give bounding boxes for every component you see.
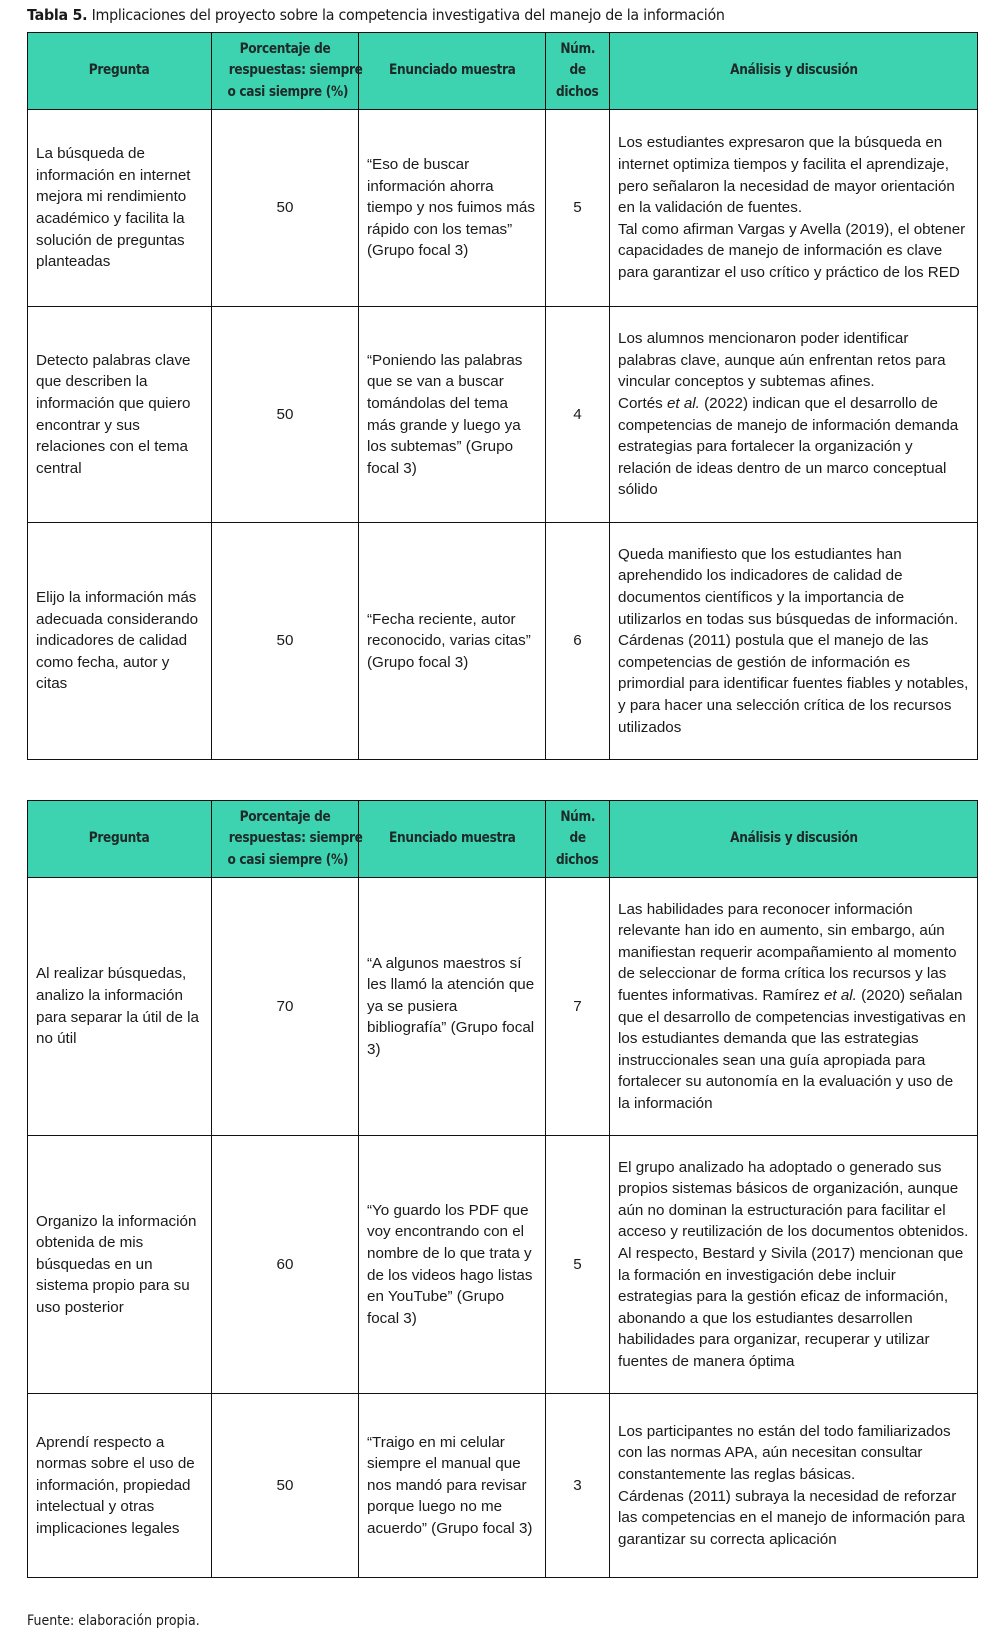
header-num-dichos: Núm. de dichos	[546, 33, 610, 110]
cell-enunciado: “Eso de buscar información ahorra tiempo y nos fuimos más rápido con los temas” (Grupo focal 3)	[359, 110, 546, 307]
table-caption	[27, 6, 725, 24]
cell-analisis	[610, 1394, 978, 1578]
analisis-paragraph-2: Cortés et al. (2022) indican que el desarrollo de competencias de manejo de información demanda estrategias para fortalecer la organización y relación de ideas dentro de un marco conceptual sólido	[618, 394, 959, 499]
header-analisis: Análisis y discusión	[610, 33, 978, 110]
header-porcentaje: Porcentaje de respuestas: siempre o casi siempre (%)	[212, 33, 359, 110]
analisis-paragraph-1: Los estudiantes expresaron que la búsqueda en internet optimiza tiempos y facilita el aprendizaje, pero señalaron la necesidad de mayor orientación en la validación de fuentes.	[618, 134, 955, 217]
cell-enunciado: “Traigo en mi celular siempre el manual que nos mandó para revisar porque luego no me acuerdo” (Grupo focal 3)	[359, 1394, 546, 1578]
table-row	[28, 110, 978, 307]
table-part-1	[27, 32, 978, 760]
cell-porcentaje: 60	[212, 1136, 359, 1394]
header-num-dichos: Núm. de dichos	[546, 801, 610, 878]
cell-analisis	[610, 307, 978, 523]
table-row	[28, 307, 978, 523]
cell-porcentaje: 50	[212, 307, 359, 523]
header-porcentaje: Porcentaje de respuestas: siempre o casi siempre (%)	[212, 801, 359, 878]
header-row	[28, 801, 978, 878]
header-row	[28, 33, 978, 110]
analisis-paragraph-1: Los alumnos mencionaron poder identificar palabras clave, aunque aún enfrentan retos para vincular conceptos y subtemas afines.	[618, 330, 946, 391]
cell-num-dichos: 5	[546, 110, 610, 307]
cell-enunciado: “A algunos maestros sí les llamó la atención que ya se pusiera bibliografía” (Grupo focal 3)	[359, 878, 546, 1136]
cell-porcentaje: 50	[212, 523, 359, 760]
cell-analisis	[610, 878, 978, 1136]
table-row	[28, 523, 978, 760]
cell-enunciado: “Poniendo las palabras que se van a buscar tomándolas del tema más grande y luego ya los subtemas” (Grupo focal 3)	[359, 307, 546, 523]
source-note: Fuente: elaboración propia.	[27, 1613, 200, 1629]
cell-analisis	[610, 523, 978, 760]
cell-pregunta: Aprendí respecto a normas sobre el uso de información, propiedad intelectual y otras implicaciones legales	[28, 1394, 212, 1578]
analisis-paragraph-1: Los participantes no están del todo familiarizados con las normas APA, aún necesitan consultar constantemente las reglas básicas.	[618, 1422, 951, 1483]
cell-enunciado: “Fecha reciente, autor reconocido, varias citas” (Grupo focal 3)	[359, 523, 546, 760]
analisis-paragraph-2: Las habilidades para reconocer información relevante han ido en aumento, sin embargo, aún manifiestan requerir acompañamiento al momento de seleccionar de forma crítica los recursos y las fuentes informativas. Ramírez et al. (2020) señalan que el desarrollo de competencias investigativas en los estudiantes demanda que las estrategias instruccionales sean una guía apropiada para fortalecer su autonomía en la evaluación y uso de la información	[618, 900, 966, 1112]
cell-analisis	[610, 110, 978, 307]
cell-num-dichos: 4	[546, 307, 610, 523]
cell-num-dichos: 5	[546, 1136, 610, 1394]
cell-pregunta: Organizo la información obtenida de mis búsquedas en un sistema propio para su uso posterior	[28, 1136, 212, 1394]
cell-porcentaje: 50	[212, 110, 359, 307]
cell-porcentaje: 70	[212, 878, 359, 1136]
header-pregunta: Pregunta	[28, 33, 212, 110]
cell-analisis	[610, 1136, 978, 1394]
cell-pregunta: Detecto palabras clave que describen la información que quiero encontrar y sus relaciones con el tema central	[28, 307, 212, 523]
header-analisis: Análisis y discusión	[610, 801, 978, 878]
table-title: Implicaciones del proyecto sobre la competencia investigativa del manejo de la información	[87, 6, 725, 24]
cell-num-dichos: 7	[546, 878, 610, 1136]
analisis-paragraph-2: Cárdenas (2011) subraya la necesidad de reforzar las competencias en el manejo de información para garantizar su correcta aplicación	[618, 1487, 965, 1548]
cell-num-dichos: 3	[546, 1394, 610, 1578]
header-enunciado: Enunciado muestra	[359, 33, 546, 110]
analisis-paragraph-2: Cárdenas (2011) postula que el manejo de las competencias de gestión de información es primordial para identificar fuentes fiables y notables, y para hacer una selección crítica de los recursos utilizados	[618, 632, 969, 736]
analisis-paragraph-2: Al respecto, Bestard y Sivila (2017) mencionan que la formación en investigación debe incluir estrategias para la gestión eficaz de información, abonando a que los estudiantes desarrollen habilidades para organizar, recuperar y utilizar fuentes de manera óptima	[618, 1244, 964, 1370]
table-row	[28, 1136, 978, 1394]
table-label: Tabla 5.	[27, 6, 88, 24]
header-enunciado: Enunciado muestra	[359, 801, 546, 878]
analisis-paragraph-1: El grupo analizado ha adoptado o generado sus propios sistemas básicos de organización, aunque aún no dominan la estructuración para facilitar el acceso y reutilización de los documentos obtenidos.	[618, 1158, 969, 1241]
table-row	[28, 1394, 978, 1578]
cell-pregunta: La búsqueda de información en internet mejora mi rendimiento académico y facilita la solución de preguntas planteadas	[28, 110, 212, 307]
cell-enunciado: “Yo guardo los PDF que voy encontrando con el nombre de lo que trata y de los videos hago listas en YouTube” (Grupo focal 3)	[359, 1136, 546, 1394]
table-row	[28, 878, 978, 1136]
analisis-paragraph-2: Tal como afirman Vargas y Avella (2019), el obtener capacidades de manejo de información es clave para garantizar el uso crítico y práctico de los RED	[618, 220, 966, 281]
cell-pregunta: Al realizar búsquedas, analizo la información para separar la útil de la no útil	[28, 878, 212, 1136]
analisis-paragraph-1: Queda manifiesto que los estudiantes han aprehendido los indicadores de calidad de documentos científicos y la importancia de utilizarlos en todas sus búsquedas de información.	[618, 545, 959, 628]
cell-porcentaje: 50	[212, 1394, 359, 1578]
header-pregunta: Pregunta	[28, 801, 212, 878]
cell-num-dichos: 6	[546, 523, 610, 760]
table-part-2	[27, 800, 978, 1578]
cell-pregunta: Elijo la información más adecuada considerando indicadores de calidad como fecha, autor y citas	[28, 523, 212, 760]
